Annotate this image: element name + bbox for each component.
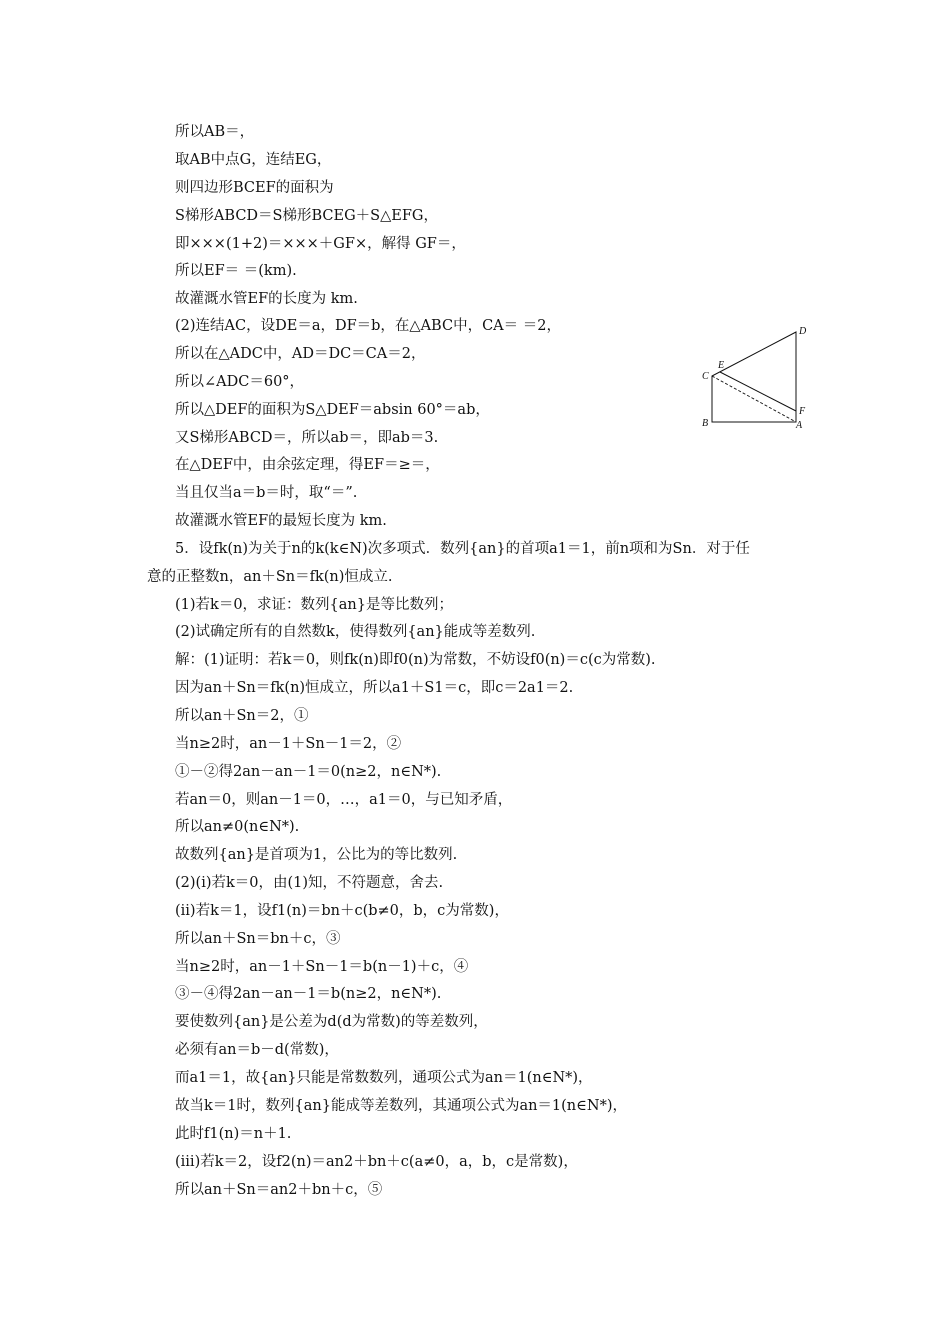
text-line: 当n≥2时，an－1＋Sn－1＝b(n－1)＋c，④ xyxy=(175,959,469,975)
text-line: 要使数列{an}是公差为d(d为常数)的等差数列， xyxy=(175,1014,488,1030)
text-line: 此时f1(n)＝n＋1. xyxy=(175,1126,292,1142)
text-line: (1)若k＝0，求证：数列{an}是等比数列； xyxy=(175,597,453,613)
text-line: 又S梯形ABCD＝，所以ab＝，即ab＝3. xyxy=(175,430,439,446)
text-line: 故数列{an}是首项为1，公比为的等比数列. xyxy=(175,847,458,863)
trapezoid-abcd xyxy=(712,332,796,422)
text-line: 即×××(1+2)＝×××＋GF×，解得 GF＝， xyxy=(175,236,466,252)
text-line: 所以an＋Sn＝2，① xyxy=(175,708,309,724)
text-line: (ⅲ)若k＝2，设f2(n)＝an2＋bn＋c(a≠0，a，b，c是常数)， xyxy=(175,1154,578,1170)
text-line: 所以an＋Sn＝bn＋c，③ xyxy=(175,931,341,947)
text-line: 当且仅当a＝b＝时，取“＝”. xyxy=(175,485,358,501)
text-line: (ⅱ)若k＝1，设f1(n)＝bn＋c(b≠0，b，c为常数)， xyxy=(175,903,509,919)
segment-ef xyxy=(720,372,796,411)
label-b: B xyxy=(702,418,709,429)
text-line: 所以EF＝ ＝(km). xyxy=(175,263,297,279)
text-line: 意的正整数n，an＋Sn＝fk(n)恒成立. xyxy=(147,569,393,585)
text-line: 因为an＋Sn＝fk(n)恒成立，所以a1＋S1＝c，即c＝2a1＝2. xyxy=(175,680,574,696)
text-line: (2)(ⅰ)若k＝0，由(1)知，不符题意，舍去. xyxy=(175,875,444,891)
label-c: C xyxy=(702,371,709,382)
text-line: 所以an≠0(n∈N*). xyxy=(175,819,300,835)
text-line: 故当k＝1时，数列{an}能成等差数列，其通项公式为an＝1(n∈N*)， xyxy=(175,1098,627,1114)
label-f: F xyxy=(799,406,806,417)
text-line: 5．设fk(n)为关于n的k(k∈N)次多项式．数列{an}的首项a1＝1，前n项和为Sn．对于任 xyxy=(175,541,750,557)
label-d: D xyxy=(799,326,807,337)
text-line: ①－②得2an－an－1＝0(n≥2，n∈N*). xyxy=(175,764,442,780)
segment-ac-dashed xyxy=(712,376,796,422)
text-line: 而a1＝1，故{an}只能是常数数列，通项公式为an＝1(n∈N*)， xyxy=(175,1070,593,1086)
text-line: 在△DEF中，由余弦定理，得EF＝≥＝， xyxy=(175,457,440,473)
text-line: 当n≥2时，an－1＋Sn－1＝2，② xyxy=(175,736,402,752)
text-line: 故灌溉水管EF的长度为 km. xyxy=(175,291,358,307)
text-line: 所以∠ADC＝60°， xyxy=(175,374,305,390)
text-line: 取AB中点G，连结EG， xyxy=(175,152,332,168)
text-line: ③－④得2an－an－1＝b(n≥2，n∈N*). xyxy=(175,986,442,1002)
text-line: 解：(1)证明：若k＝0，则fk(n)即f0(n)为常数，不妨设f0(n)＝c(c为常数). xyxy=(175,652,656,668)
text-line: 故灌溉水管EF的最短长度为 km. xyxy=(175,513,387,529)
trapezoid-figure xyxy=(696,322,816,434)
text-line: 所以AB＝， xyxy=(175,124,255,140)
label-e: E xyxy=(718,360,725,371)
text-line: 所以an＋Sn＝an2＋bn＋c，⑤ xyxy=(175,1182,383,1198)
text-line: 必须有an＝b－d(常数)， xyxy=(175,1042,339,1058)
text-line: (2)连结AC，设DE＝a，DF＝b，在△ABC中，CA＝ ＝2， xyxy=(175,318,561,334)
text-line: 则四边形BCEF的面积为 xyxy=(175,180,334,196)
text-line: 所以在△ADC中，AD＝DC＝CA＝2， xyxy=(175,346,426,362)
text-line: 若an＝0，则an－1＝0，…，a1＝0，与已知矛盾， xyxy=(175,792,513,808)
text-line: S梯形ABCD＝S梯形BCEG＋S△EFG， xyxy=(175,208,438,224)
text-line: 所以△DEF的面积为S△DEF＝absin 60°＝ab， xyxy=(175,402,490,418)
label-a: A xyxy=(796,420,803,431)
text-line: (2)试确定所有的自然数k，使得数列{an}能成等差数列. xyxy=(175,624,536,640)
